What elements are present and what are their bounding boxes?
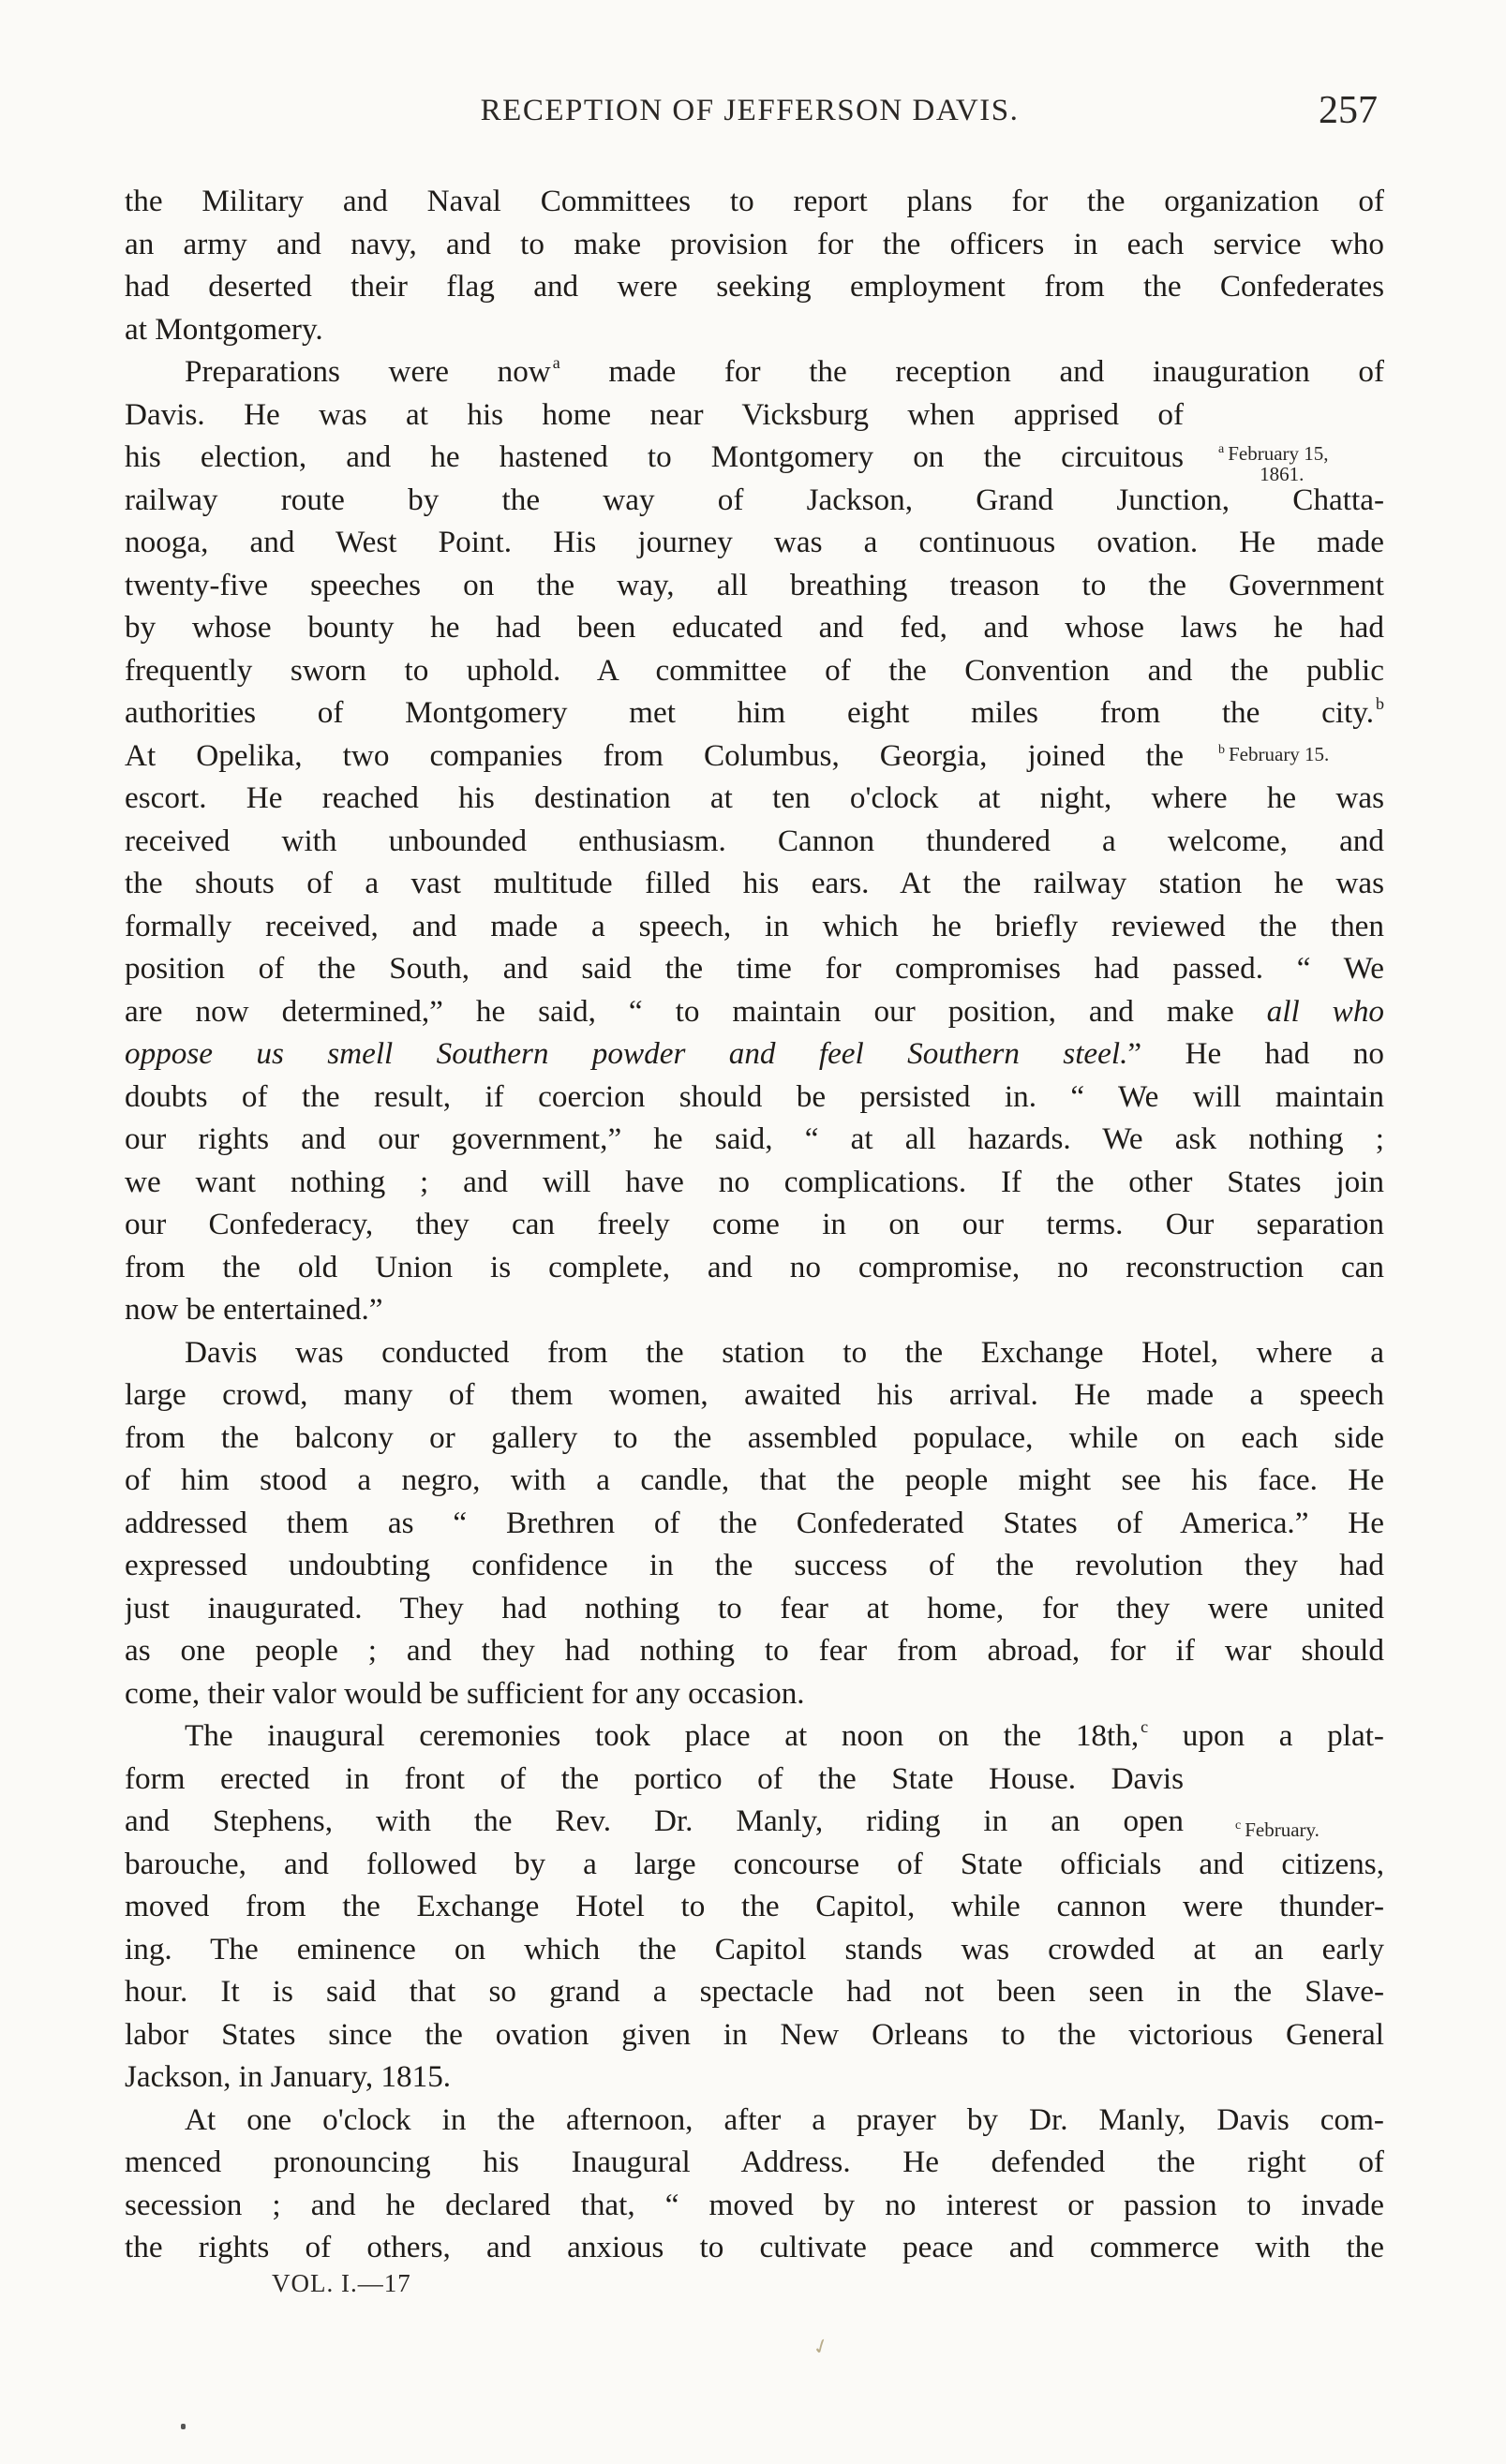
- text-line: [125, 1714, 1384, 1758]
- text-line: frequently sworn to uphold. A committee of the Convention and the public: [125, 652, 1384, 688]
- text-line: the shouts of a vast multitude filled his ears. At the railway station he was: [125, 866, 1384, 900]
- text-line: his election, and he hastened to Montgomery on the circuitous: [125, 439, 1184, 474]
- ink-speck: [181, 2424, 186, 2429]
- text-line: just inaugurated. They had nothing to fear at home, for they were united: [125, 1590, 1384, 1625]
- text-line: labor States since the ovation given in New Orleans to the victorious General: [125, 2016, 1384, 2052]
- margin-note-a: [1218, 439, 1329, 484]
- text-line: the rights of others, and anxious to cultivate peace and commerce with the: [125, 2230, 1384, 2264]
- text-line: now be entertained.”: [125, 1292, 383, 1327]
- text-line: hour. It is said that so grand a spectacle had not been seen in the Slave-: [125, 1974, 1384, 2009]
- text-line: position of the South, and said the time for compromises had passed. “ We: [125, 951, 1384, 986]
- text-line: Davis. He was at his home near Vicksburg when apprised of: [125, 396, 1184, 432]
- margin-note-marker: a: [1218, 442, 1225, 456]
- text-run: upon a plat-: [1148, 1718, 1384, 1753]
- text-line: escort. He reached his destination at ten o'clock at night, where he was: [125, 780, 1384, 815]
- text-line: come, their valor would be sufficient for any occasion.: [125, 1675, 805, 1711]
- volume-signature: VOL. I.—17: [272, 2269, 411, 2297]
- footnote-marker: b: [1376, 694, 1384, 713]
- text-line: our rights and our government,” he said, “ at all hazards. We ask nothing ;: [125, 1121, 1384, 1156]
- body-text: [125, 180, 1384, 2269]
- text-run: ” He had no: [1127, 1036, 1384, 1071]
- text-run: authorities of Montgomery met him eight miles from the city.: [125, 695, 1374, 730]
- running-title: RECEPTION OF JEFFERSON DAVIS.: [480, 94, 1020, 127]
- text-line: received with unbounded enthusiasm. Cannon thundered a welcome, and: [125, 823, 1384, 858]
- text-line: moved from the Exchange Hotel to the Capitol, while cannon were thunder-: [125, 1889, 1384, 1923]
- text-line: addressed them as “ Brethren of the Confederated States of America.” He: [125, 1505, 1384, 1540]
- text-line: Davis was conducted from the station to the Exchange Hotel, where a: [185, 1334, 1384, 1370]
- text-line: [125, 1032, 1384, 1076]
- text-line: of him stood a negro, with a candle, that the people might see his face. He: [125, 1462, 1384, 1497]
- text-line: menced pronouncing his Inaugural Address. He defended the right of: [125, 2145, 1384, 2179]
- text-line: [125, 691, 1384, 735]
- text-line: as one people ; and they had nothing to fear from abroad, for if war should: [125, 1633, 1384, 1668]
- text-line: formally received, and made a speech, in which he briefly reviewed the then: [125, 908, 1384, 943]
- margin-note-marker: b: [1218, 743, 1225, 757]
- text-line: ing. The eminence on which the Capitol stands was crowded at an early: [125, 1931, 1384, 1967]
- text-line: our Confederacy, they can freely come in on our terms. Our separation: [125, 1207, 1384, 1241]
- text-line: [125, 990, 1384, 1033]
- page-header: [122, 89, 1378, 150]
- text-run: are now determined,” he said, “ to maintain our position, and make: [125, 993, 1267, 1029]
- text-line: the Military and Naval Committees to report plans for the organization of: [125, 184, 1384, 218]
- page-number: 257: [1319, 89, 1378, 132]
- italic-quote: all who: [1266, 993, 1384, 1029]
- text-line: At one o'clock in the afternoon, after a prayer by Dr. Manly, Davis com-: [185, 2101, 1384, 2137]
- margin-note-date: February 15.: [1229, 743, 1330, 765]
- text-line: large crowd, many of them women, awaited his arrival. He made a speech: [125, 1377, 1384, 1412]
- text-line: [125, 350, 1384, 393]
- margin-note-b: [1218, 740, 1329, 764]
- pencil-check-mark: ✓: [809, 2332, 833, 2361]
- text-run: The inaugural ceremonies took place at noon on the 18th,: [185, 1718, 1140, 1753]
- text-line: expressed undoubting confidence in the success of the revolution they had: [125, 1548, 1384, 1582]
- text-line: we want nothing ; and will have no complications. If the other States join: [125, 1164, 1384, 1199]
- text-line: had deserted their flag and were seeking employment from the Confederates: [125, 269, 1384, 304]
- text-line: twenty-five speeches on the way, all breathing treason to the Government: [125, 567, 1384, 602]
- text-line: doubts of the result, if coercion should be persisted in. “ We will maintain: [125, 1078, 1384, 1114]
- text-line: an army and navy, and to make provision for the officers in each service who: [125, 226, 1384, 261]
- text-line: Jackson, in January, 1815.: [125, 2059, 452, 2094]
- text-line: secession ; and he declared that, “ moved by no interest or passion to invade: [125, 2187, 1384, 2222]
- text-line: form erected in front of the portico of the State House. Davis: [125, 1760, 1184, 1796]
- margin-note-date: February.: [1245, 1818, 1320, 1841]
- text-line: from the balcony or gallery to the assembled populace, while on each side: [125, 1419, 1384, 1455]
- italic-quote: oppose us smell Southern powder and feel Southern steel.: [125, 1036, 1128, 1071]
- text-line: barouche, and followed by a large concourse of State officials and citizens,: [125, 1846, 1384, 1881]
- margin-note-marker: c: [1235, 1818, 1242, 1833]
- footnote-marker: a: [552, 353, 560, 372]
- text-line: and Stephens, with the Rev. Dr. Manly, riding in an open: [125, 1803, 1184, 1838]
- text-run: Preparations were now: [185, 354, 551, 389]
- text-line: by whose bounty he had been educated and fed, and whose laws he had: [125, 610, 1384, 645]
- text-line: railway route by the way of Jackson, Grand Junction, Chatta-: [125, 482, 1384, 517]
- text-line: at Montgomery.: [125, 311, 323, 347]
- margin-note-c: [1235, 1816, 1320, 1840]
- text-line: from the old Union is complete, and no compromise, no reconstruction can: [125, 1249, 1384, 1284]
- text-line: At Opelika, two companies from Columbus, Georgia, joined the: [125, 737, 1184, 773]
- margin-note-year: 1861.: [1260, 463, 1305, 485]
- margin-note-date: February 15,: [1228, 442, 1329, 465]
- text-run: made for the reception and inauguration of: [559, 354, 1384, 389]
- footnote-marker: c: [1141, 1717, 1149, 1736]
- text-line: nooga, and West Point. His journey was a continuous ovation. He made: [125, 525, 1384, 559]
